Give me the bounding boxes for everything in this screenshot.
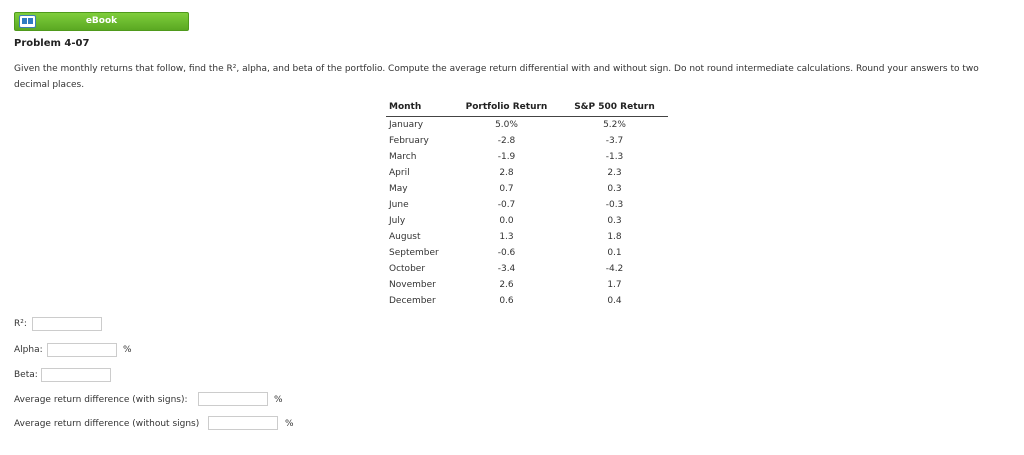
sp500-return-cell: -4.2 [605,264,624,274]
alpha-input[interactable] [47,343,117,357]
month-cell: February [389,136,429,146]
avg-without-signs-input[interactable] [208,416,278,430]
sp500-return-cell: 5.2% [603,120,626,130]
portfolio-return-cell: 2.8 [499,168,514,178]
r2-input[interactable] [32,317,102,331]
sp500-return-cell: -3.7 [605,136,624,146]
avg-without-signs-unit: % [285,419,294,429]
table-row [386,181,668,197]
header-sp500-return: S&P 500 Return [561,100,668,117]
sp500-return-cell: 2.3 [607,168,622,178]
avg-with-signs-unit: % [274,395,283,405]
month-cell: April [389,168,410,178]
portfolio-return-cell: -2.8 [497,136,516,146]
table-row [386,197,668,213]
alpha-unit: % [123,345,132,355]
month-cell: December [389,296,436,306]
table-row [386,229,668,245]
sp500-return-cell: -0.3 [605,200,624,210]
ebook-button[interactable] [14,12,189,31]
table-row [386,133,668,149]
avg-with-signs-label: Average return difference (with signs): [14,395,188,405]
portfolio-return-cell: -3.4 [497,264,516,274]
table-row [386,165,668,181]
month-cell: June [389,200,409,210]
portfolio-return-cell: 5.0% [495,120,518,130]
avg-with-signs-input[interactable] [198,392,268,406]
table-header-row [386,100,668,117]
month-cell: March [389,152,417,162]
r2-label: R²: [14,319,27,329]
ebook-label: eBook [85,16,118,26]
portfolio-return-cell: 0.7 [499,184,514,194]
beta-label: Beta: [14,370,38,380]
portfolio-return-cell: 0.0 [499,216,514,226]
table-row [386,245,668,261]
month-cell: October [389,264,426,274]
month-cell: November [389,280,436,290]
table-row [386,261,668,277]
sp500-return-cell: 0.4 [607,296,622,306]
beta-input[interactable] [41,368,111,382]
month-cell: August [389,232,421,242]
sp500-return-cell: 0.1 [607,248,622,258]
table-row [386,149,668,165]
month-cell: September [389,248,439,258]
portfolio-return-cell: 0.6 [499,296,514,306]
month-cell: May [389,184,408,194]
month-cell: July [389,216,406,226]
avg-without-signs-label: Average return difference (without signs) [14,419,200,429]
header-month: Month [386,100,452,117]
sp500-return-cell: 0.3 [607,184,622,194]
table-row [386,293,668,309]
portfolio-return-cell: -1.9 [497,152,516,162]
sp500-return-cell: 1.8 [607,232,622,242]
header-portfolio-return: Portfolio Return [452,100,561,117]
table-row [386,213,668,229]
sp500-return-cell: -1.3 [605,152,624,162]
sp500-return-cell: 0.3 [607,216,622,226]
portfolio-return-cell: 2.6 [499,280,514,290]
table-row [386,117,668,134]
problem-title: Problem 4-07 [14,38,90,49]
alpha-label: Alpha: [14,345,43,355]
sp500-return-cell: 1.7 [607,280,622,290]
month-cell: January [389,120,424,130]
problem-instructions: Given the monthly returns that follow, find the R², alpha, and beta of the portfolio. Compute the average return differential with and without sign. Do not round intermediate calculations. Round your answers to two decimal places. [14,64,979,90]
table-row [386,277,668,293]
returns-table [386,100,668,309]
portfolio-return-cell: -0.7 [497,200,516,210]
portfolio-return-cell: 1.3 [499,232,514,242]
portfolio-return-cell: -0.6 [497,248,516,258]
